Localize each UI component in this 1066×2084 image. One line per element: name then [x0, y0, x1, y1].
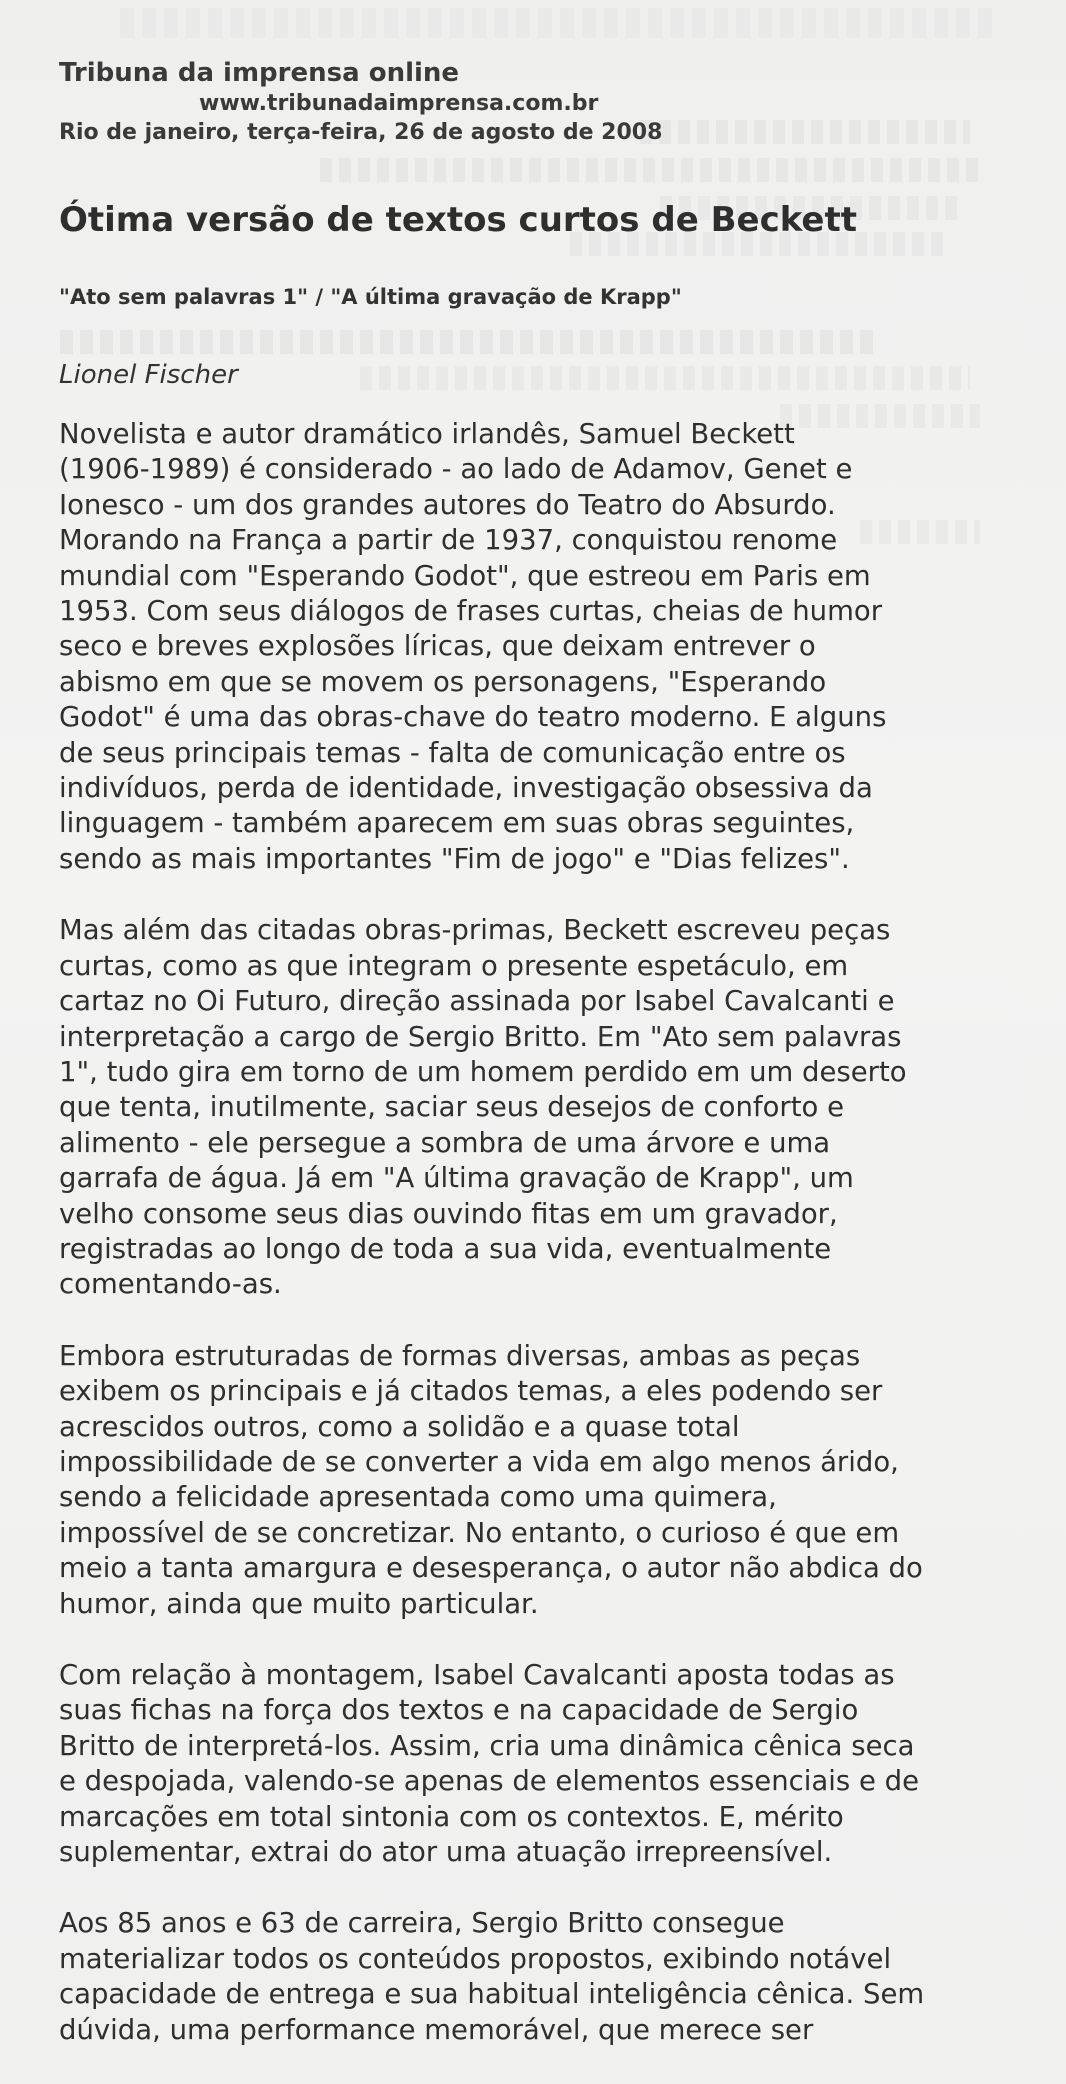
paragraph-line: seco e breves explosões líricas, que deixam entrever o	[59, 630, 816, 663]
dateline: Rio de janeiro, terça-feira, 26 de agosto de 2008	[59, 120, 663, 145]
site-url: www.tribunadaimprensa.com.br	[199, 91, 599, 116]
paragraph-line: materializar todos os conteúdos propostos, exibindo notável	[59, 1942, 892, 1975]
paragraph-line: acrescidos outros, como a solidão e a quase total	[59, 1410, 740, 1443]
article-paragraph	[59, 417, 1049, 877]
paragraph-line: e despojada, valendo-se apenas de elementos essenciais e de	[59, 1765, 920, 1798]
paragraph-line: abismo em que se movem os personagens, "Esperando	[59, 665, 827, 698]
paragraph-line: sendo as mais importantes "Fim de jogo" e "Dias felizes".	[59, 842, 850, 875]
article-paragraph	[59, 1906, 1049, 2048]
paragraph-line: capacidade de entrega e sua habitual inteligência cênica. Sem	[59, 1978, 925, 2011]
article-paragraph	[59, 913, 1049, 1302]
paragraph-line: 1953. Com seus diálogos de frases curtas, cheias de humor	[59, 595, 883, 628]
paragraph-line: sendo a felicidade apresentada como uma quimera,	[59, 1481, 777, 1514]
paragraph-line: Godot" é uma das obras-chave do teatro moderno. E alguns	[59, 701, 887, 734]
paragraph-line: linguagem - também aparecem em suas obras seguintes,	[59, 807, 855, 840]
paragraph-line: impossível de se concretizar. No entanto, o curioso é que em	[59, 1516, 900, 1549]
article-subtitle: "Ato sem palavras 1" / "A última gravação de Krapp"	[59, 285, 682, 309]
article-paragraph	[59, 1658, 1049, 1870]
masthead	[59, 56, 1019, 148]
article-body	[59, 417, 1049, 2084]
paragraph-line: mundial com "Esperando Godot", que estreou em Paris em	[59, 559, 871, 592]
paragraph-line: curtas, como as que integram o presente espetáculo, em	[59, 949, 849, 982]
paragraph-line: exibem os principais e já citados temas, a eles podendo ser	[59, 1375, 883, 1408]
paragraph-line: Mas além das citadas obras-primas, Beckett escreveu peças	[59, 914, 891, 947]
article-headline: Ótima versão de textos curtos de Beckett	[59, 200, 857, 240]
paragraph-line: que tenta, inutilmente, saciar seus desejos de conforto e	[59, 1091, 844, 1124]
paragraph-line: Ionesco - um dos grandes autores do Teatro do Absurdo.	[59, 488, 836, 521]
paragraph-line: garrafa de água. Já em "A última gravação de Krapp", um	[59, 1162, 854, 1195]
paragraph-line: Morando na França a partir de 1937, conquistou renome	[59, 524, 838, 557]
paragraph-line: interpretação a cargo de Sergio Britto. Em "Ato sem palavras	[59, 1020, 902, 1053]
paragraph-line: (1906-1989) é considerado - ao lado de Adamov, Genet e	[59, 453, 853, 486]
paragraph-line: Embora estruturadas de formas diversas, ambas as peças	[59, 1339, 861, 1372]
bleed-through-texture	[320, 158, 980, 182]
paragraph-line: humor, ainda que muito particular.	[59, 1587, 539, 1620]
paragraph-line: marcações em total sintonia com os contextos. E, mérito	[59, 1800, 844, 1833]
paragraph-line: velho consome seus dias ouvindo fitas em um gravador,	[59, 1197, 838, 1230]
paragraph-line: registradas ao longo de toda a sua vida, eventualmente	[59, 1232, 832, 1265]
paragraph-line: meio a tanta amargura e desesperança, o autor não abdica do	[59, 1552, 923, 1585]
paragraph-line: cartaz no Oi Futuro, direção assinada por Isabel Cavalcanti e	[59, 985, 895, 1018]
paragraph-line: de seus principais temas - falta de comunicação entre os	[59, 736, 846, 769]
paragraph-line: comentando-as.	[59, 1268, 282, 1301]
paragraph-line: impossibilidade de se converter a vida em algo menos árido,	[59, 1445, 899, 1478]
paragraph-line: alimento - ele persegue a sombra de uma árvore e uma	[59, 1126, 831, 1159]
paragraph-line: Novelista e autor dramático irlandês, Samuel Beckett	[59, 418, 795, 450]
paragraph-line: suplementar, extrai do ator uma atuação irrepreensível.	[59, 1836, 833, 1869]
paragraph-line: indivíduos, perda de identidade, investigação obsessiva da	[59, 772, 873, 805]
paragraph-line: Aos 85 anos e 63 de carreira, Sergio Britto consegue	[59, 1907, 785, 1940]
site-name: Tribuna da imprensa online	[59, 58, 460, 88]
article-paragraph	[59, 1339, 1049, 1622]
paragraph-line: 1", tudo gira em torno de um homem perdido em um deserto	[59, 1055, 907, 1088]
bleed-through-texture	[60, 330, 880, 354]
paragraph-line: suas fichas na força dos textos e na capacidade de Sergio	[59, 1694, 859, 1727]
paragraph-line: Com relação à montagem, Isabel Cavalcanti aposta todas as	[59, 1659, 895, 1691]
bleed-through-texture	[120, 8, 1000, 38]
paragraph-line: Britto de interpretá-los. Assim, cria uma dinâmica cênica seca	[59, 1729, 915, 1762]
bleed-through-texture	[360, 366, 970, 390]
article-author: Lionel Fischer	[59, 360, 238, 390]
paragraph-line: dúvida, uma performance memorável, que merece ser	[59, 2013, 814, 2046]
